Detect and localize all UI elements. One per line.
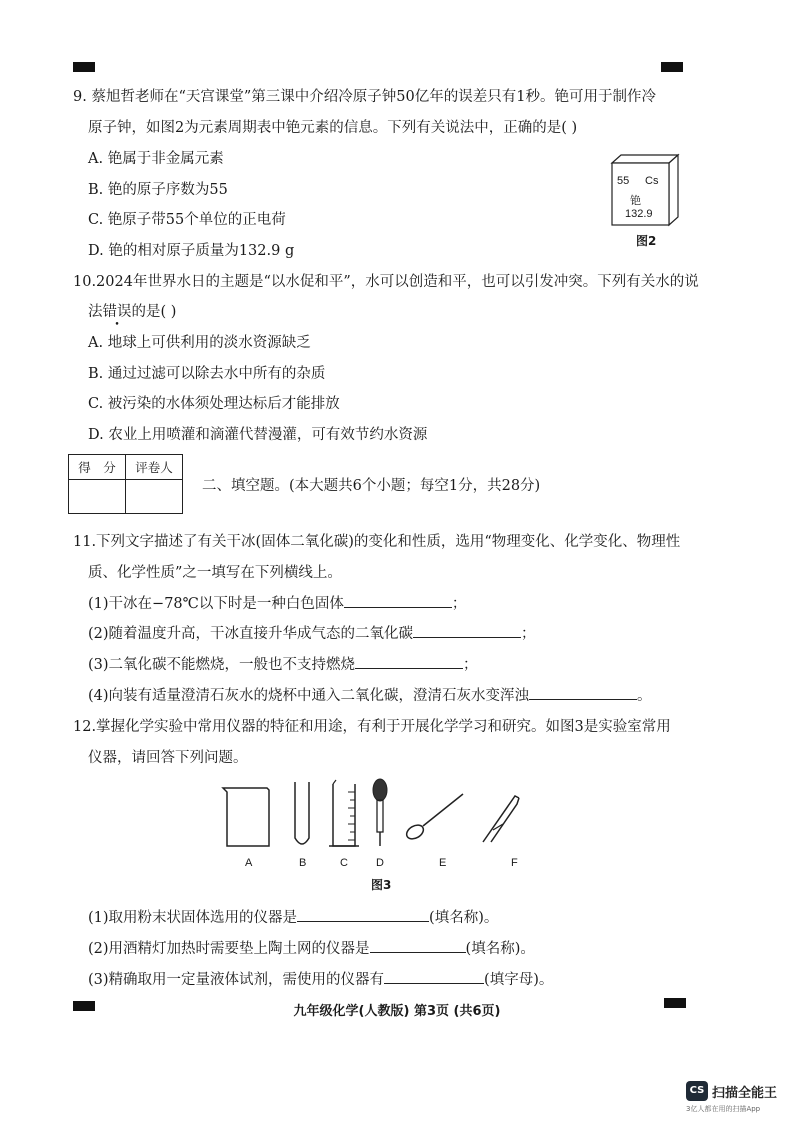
q9-option-a: A. 铯属于非金属元素: [88, 151, 224, 167]
score-table: [68, 454, 183, 514]
camscanner-logo-icon: CS: [686, 1081, 708, 1101]
figure-3-caption: 图3: [371, 878, 392, 892]
q10-text-line2: [88, 300, 176, 321]
figure-3-instruments: [215, 776, 525, 854]
q9-option-b: B. 铯的原子序数为55: [88, 182, 228, 198]
corner-marker-top-right: [661, 62, 683, 72]
element-symbol: Cs: [645, 175, 659, 187]
dropper-icon: [373, 779, 387, 846]
instrument-label-c: C: [340, 857, 348, 869]
q12-item-3: (3)精确取用一定量液体试剂，需使用的仪器有 (填字母)。: [88, 968, 553, 989]
q9-option-c: C. 铯原子带55个单位的正电荷: [88, 212, 286, 228]
q11-item-2: (2)随着温度升高，干冰直接升华成气态的二氧化碳 ；: [88, 622, 536, 643]
figure-2-caption: 图2: [636, 234, 657, 248]
q10-line2-end: 的是( ): [131, 304, 177, 320]
q12-text-line1: 12.掌握化学实验中常用仪器的特征和用途，有利于开展化学学习和研究。如图3是实验室常用: [73, 719, 671, 735]
q12-text-line2: 仪器，请回答下列问题。: [88, 750, 248, 766]
q10-option-b: B. 通过过滤可以除去水中所有的杂质: [88, 366, 326, 382]
q11-item-3: (3)二氧化碳不能燃烧，一般也不支持燃烧 ；: [88, 653, 478, 674]
instrument-label-e: E: [439, 857, 447, 869]
q9-option-d: D. 铯的相对原子质量为132.9 g: [88, 243, 295, 259]
q12-blank-2[interactable]: [370, 938, 466, 953]
corner-marker-top-left: [73, 62, 95, 72]
q11-item-4: (4)向装有适量澄清石灰水的烧杯中通入二氧化碳，澄清石灰水变浑浊 。: [88, 684, 652, 705]
spatula-icon: [404, 794, 463, 842]
q12-blank-1[interactable]: [297, 907, 429, 922]
instrument-label-b: B: [299, 857, 307, 869]
q11-text-line2: 质、化学性质”之一填写在下列横线上。: [88, 565, 342, 581]
page-footer: 九年级化学(人教版) 第3页 (共6页): [293, 1004, 501, 1019]
element-name: 铯: [630, 194, 641, 207]
reviewer-cell: [126, 480, 183, 514]
q10-option-c: C. 被污染的水体须处理达标后才能排放: [88, 396, 340, 412]
section-2-title: 二、填空题。(本大题共6个小题；每空1分，共28分): [202, 478, 541, 494]
q10-emphasis-wrong: 错误: [102, 304, 132, 320]
beaker-icon: [223, 788, 269, 846]
q9-text-line1: 9. 蔡旭哲老师在“天宫课堂”第三课中介绍冷原子钟50亿年的误差只有1秒。铯可用于制作冷: [73, 89, 656, 105]
instrument-label-d: D: [376, 857, 384, 869]
reviewer-header: 评卷人: [126, 455, 183, 480]
q12-blank-3[interactable]: [384, 969, 484, 984]
graduated-cylinder-icon: [329, 780, 359, 846]
instrument-label-f: F: [511, 857, 518, 869]
q11-blank-1[interactable]: [344, 593, 452, 608]
score-header: 得 分: [69, 455, 126, 480]
element-mass: 132.9: [625, 208, 653, 220]
camscanner-tagline: 3亿人都在用的扫描App: [686, 1105, 761, 1113]
q10-option-a: A. 地球上可供利用的淡水资源缺乏: [88, 335, 311, 351]
q11-blank-2[interactable]: [413, 623, 521, 638]
q10-option-d: D. 农业上用喷灌和滴灌代替漫灌，可有效节约水资源: [88, 427, 428, 443]
instrument-label-a: A: [245, 857, 253, 869]
tongs-icon: [483, 796, 519, 842]
q11-item-1: (1)干冰在−78℃以下时是一种白色固体 ；: [88, 592, 466, 613]
q11-blank-4[interactable]: [529, 685, 637, 700]
test-tube-icon: [295, 782, 309, 844]
score-cell: [69, 480, 126, 514]
q12-item-2: (2)用酒精灯加热时需要垫上陶土网的仪器是 (填名称)。: [88, 937, 535, 958]
camscanner-name: 扫描全能王: [712, 1086, 778, 1101]
q11-text-line1: 11.下列文字描述了有关干冰(固体二氧化碳)的变化和性质，选用“物理变化、化学变化、物理性: [73, 534, 681, 550]
q10-line2-start: 法: [88, 304, 103, 320]
q10-text-line1: 10.2024年世界水日的主题是“以水促和平”，水可以创造和平，也可以引发冲突。下列有关水的说: [73, 274, 699, 290]
q12-item-1: (1)取用粉末状固体选用的仪器是 (填名称)。: [88, 906, 498, 927]
element-number: 55: [617, 175, 630, 187]
q11-blank-3[interactable]: [355, 654, 463, 669]
q9-text-line2: 原子钟，如图2为元素周期表中铯元素的信息。下列有关说法中，正确的是( ): [88, 120, 578, 136]
